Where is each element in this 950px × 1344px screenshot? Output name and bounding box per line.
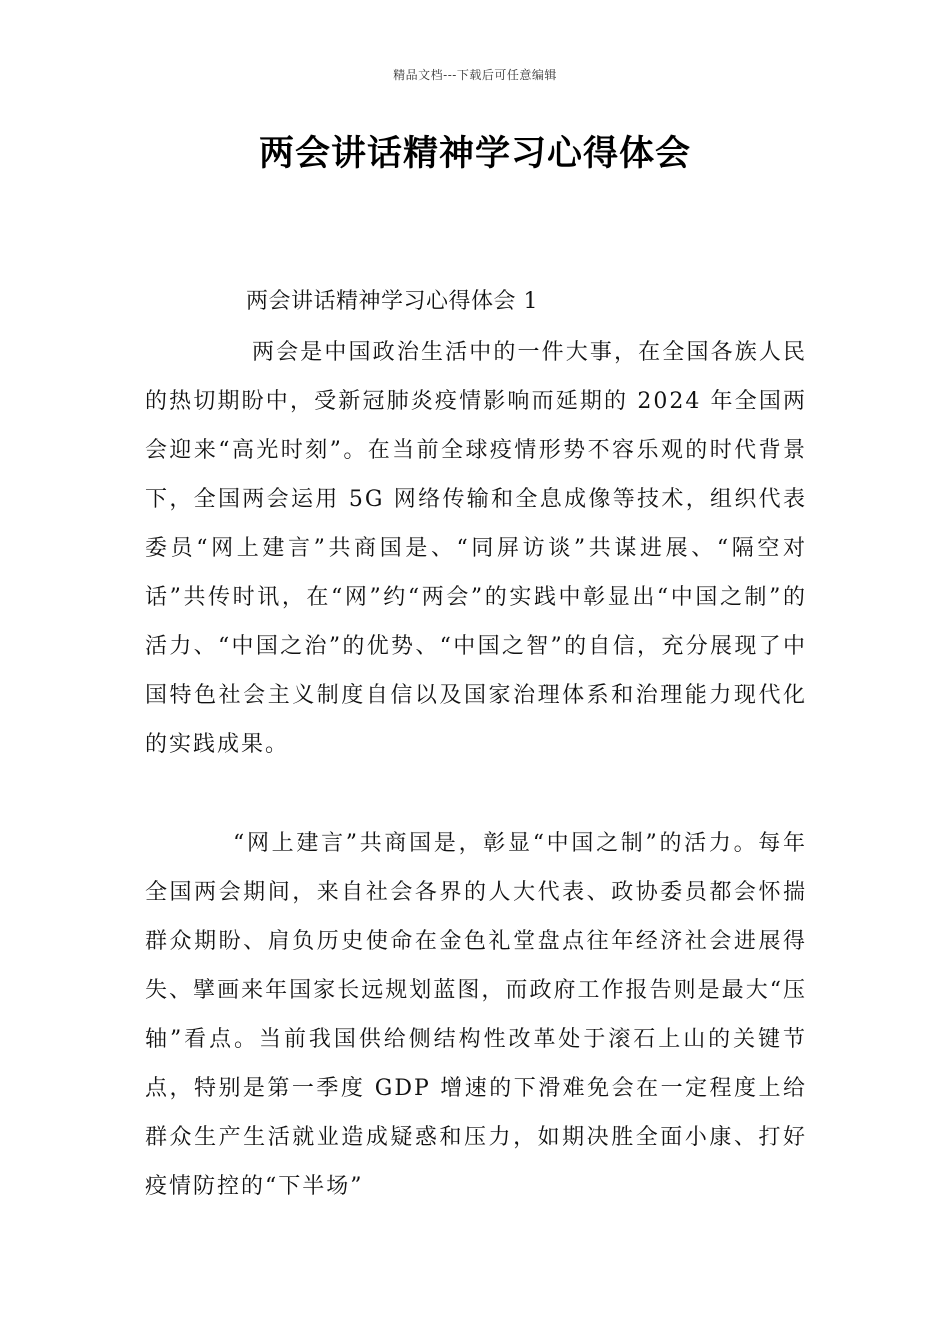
document-title: 两会讲话精神学习心得体会 [258,134,691,174]
section-heading: 两会讲话精神学习心得体会 1 [246,289,538,314]
paragraph-1: 两会是中国政治生活中的一件大事，在全国各族人民的热切期盼中，受新冠肺炎疫情影响而延期的 2024 年全国两会迎来“高光时刻”。在当前全球疫情形势不容乐观的时代背景下，全国两会运用 5G 网络传输和全息成像等技术，组织代表委员“网上建言”共商国是、“同屏访谈”共谋进展、“隔空对话”共传时讯，在“网”约“两会”的实践中彰显出“中国之制”的活力、“中国之治”的优势、“中国之智”的自信，充分展现了中国特色社会主义制度自信以及国家治理体系和治理能力现代化的实践成果。 [145,340,807,757]
header-note: 精品文档---下载后可任意编辑 [393,68,557,82]
paragraph-2: “网上建言”共商国是，彰显“中国之制”的活力。每年全国两会期间，来自社会各界的人大代表、政协委员都会怀揣群众期盼、肩负历史使命在金色礼堂盘点往年经济社会进展得失、擘画来年国家长远规划蓝图，而政府工作报告则是最大“压轴”看点。当前我国供给侧结构性改革处于滚石上山的关键节点，特别是第一季度 GDP 增速的下滑难免会在一定程度上给群众生产生活就业造成疑惑和压力，如期决胜全面小康、打好疫情防控的“下半场” [145,831,807,1199]
